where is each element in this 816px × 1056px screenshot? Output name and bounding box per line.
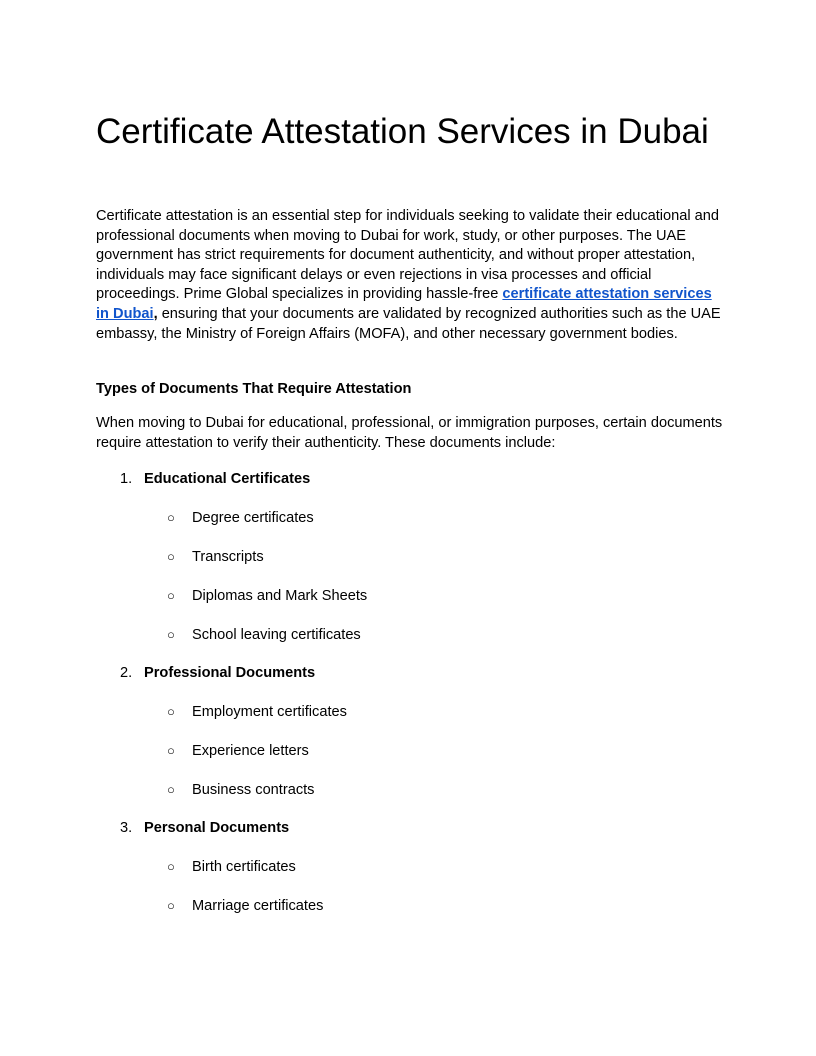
list-item-text: School leaving certificates — [192, 627, 361, 643]
list-item-text: Diplomas and Mark Sheets — [192, 588, 368, 604]
hollow-circle-bullet-icon: ○ — [167, 859, 175, 874]
section-lead-paragraph: When moving to Dubai for educational, professional, or immigration purposes, certain documents require attestation to verify their authenticity. These documents include: — [96, 415, 723, 451]
list-item-label: Professional Documents — [144, 665, 316, 681]
list-item-text: Employment certificates — [192, 704, 347, 720]
section-heading: Types of Documents That Require Attestation — [96, 381, 412, 397]
hollow-circle-bullet-icon: ○ — [167, 782, 175, 797]
page-title: Certificate Attestation Services in Dubai — [96, 112, 709, 151]
list-item-text: Degree certificates — [192, 510, 314, 526]
hollow-circle-bullet-icon: ○ — [167, 549, 175, 564]
list-item-text: Marriage certificates — [192, 898, 324, 914]
intro-text-before-link: Certificate attestation is an essential step for individuals seeking to validate their educational and professional documents when moving to Dubai for work, study, or other purposes. The UAE government has strict requirements for document authenticity, and without proper attestation, individuals may face significant delays or even rejections in visa processes and official proceedings. Prime Global specializes in providing hassle-free — [96, 208, 720, 303]
certificate-attestation-link[interactable]: certificate attestation services in Dubai — [96, 286, 712, 322]
list-item-label: Personal Documents — [144, 820, 290, 836]
list-number: 2. — [120, 665, 133, 681]
list-item-text: Birth certificates — [192, 859, 296, 875]
intro-paragraph — [96, 207, 726, 344]
hollow-circle-bullet-icon: ○ — [167, 898, 175, 913]
intro-link-suffix: , — [153, 305, 158, 322]
list-number: 1. — [120, 471, 133, 487]
hollow-circle-bullet-icon: ○ — [167, 588, 175, 603]
hollow-circle-bullet-icon: ○ — [167, 743, 175, 758]
list-item-label: Educational Certificates — [144, 471, 311, 487]
hollow-circle-bullet-icon: ○ — [167, 704, 175, 719]
list-number: 3. — [120, 820, 133, 836]
list-item-text: Transcripts — [192, 549, 264, 565]
list-item-text: Experience letters — [192, 743, 309, 759]
hollow-circle-bullet-icon: ○ — [167, 510, 175, 525]
list-item-text: Business contracts — [192, 782, 315, 798]
intro-text-after-link: ensuring that your documents are validated by recognized authorities such as the UAE embassy, the Ministry of Foreign Affairs (MOFA), and other necessary government bodies. — [96, 305, 721, 342]
hollow-circle-bullet-icon: ○ — [167, 627, 175, 642]
